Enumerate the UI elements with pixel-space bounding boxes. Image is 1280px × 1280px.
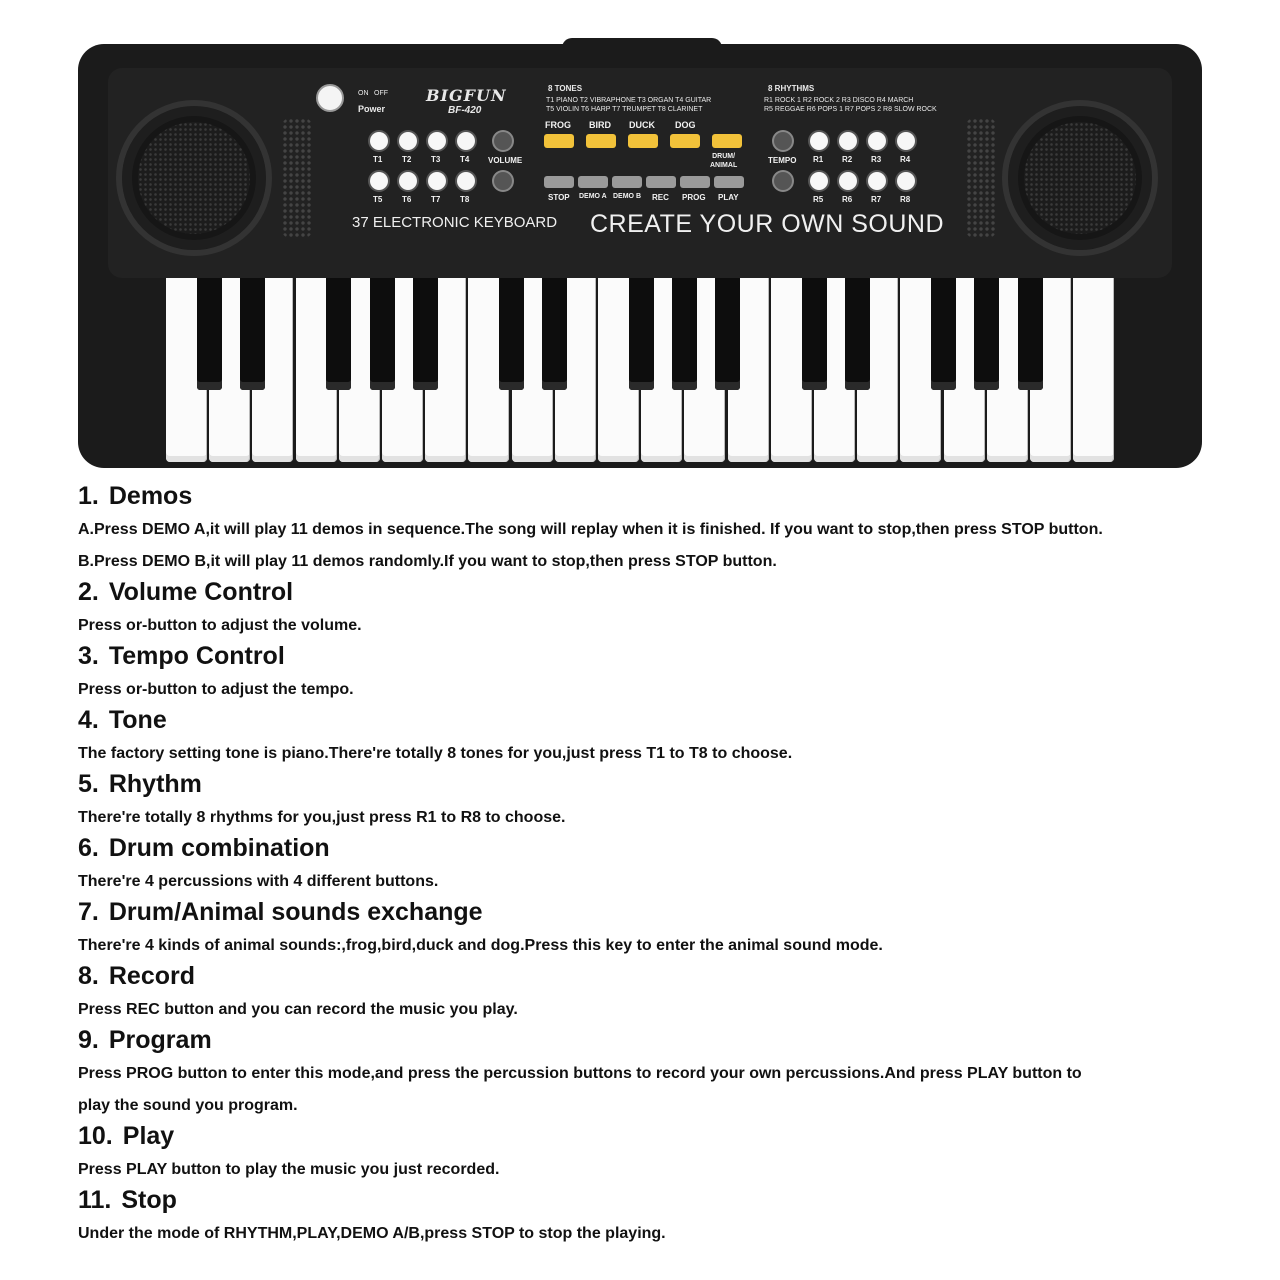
section-rhythm: [78, 770, 565, 834]
section-heading: 8. Record: [78, 962, 195, 990]
black-key[interactable]: [802, 278, 827, 390]
tones-header: 8 TONES: [548, 84, 583, 93]
tone-label-t3: T3: [431, 155, 441, 164]
rhythms-row-2: R5 REGGAE R6 POPS 1 R7 POPS 2 R8 SLOW ROCK: [764, 106, 937, 113]
section-heading: 10. Play: [78, 1122, 175, 1150]
tone-button-t4[interactable]: [457, 132, 475, 150]
volume-up-button[interactable]: [494, 132, 512, 150]
left-speaker-vent: [282, 118, 312, 238]
rec-button[interactable]: [646, 176, 676, 188]
right-speaker: [1002, 100, 1158, 256]
tone-button-t1[interactable]: [370, 132, 388, 150]
rhythm-button-r4[interactable]: [897, 132, 915, 150]
rhythm-label-r1: R1: [813, 155, 824, 164]
rhythm-button-r2[interactable]: [839, 132, 857, 150]
rhythms-header: 8 RHYTHMS: [768, 84, 815, 93]
black-key[interactable]: [240, 278, 265, 390]
off-label: OFF: [374, 90, 388, 97]
rhythms-row-1: R1 ROCK 1 R2 ROCK 2 R3 DISCO R4 MARCH: [764, 97, 914, 104]
tempo-down-button[interactable]: [774, 172, 792, 190]
black-key[interactable]: [672, 278, 697, 390]
section-demos: [78, 482, 1103, 578]
section-text: Press REC button and you can record the music you play.: [78, 1001, 518, 1018]
duck-drum-button[interactable]: [628, 134, 658, 148]
tone-button-t8[interactable]: [457, 172, 475, 190]
frog-drum-button[interactable]: [544, 134, 574, 148]
black-key[interactable]: [499, 278, 524, 390]
rhythm-label-r6: R6: [842, 195, 853, 204]
section-heading: 4. Tone: [78, 706, 167, 734]
tone-label-t8: T8: [460, 195, 470, 204]
section-heading: 2. Volume Control: [78, 578, 294, 606]
rhythm-label-r5: R5: [813, 195, 824, 204]
tempo-up-button[interactable]: [774, 132, 792, 150]
section-text: There're totally 8 rhythms for you,just press R1 to R8 to choose.: [78, 809, 566, 826]
power-button[interactable]: [316, 84, 344, 112]
section-heading: 1. Demos: [78, 482, 193, 510]
animal-label-frog: FROG: [545, 120, 571, 130]
demo-b-label: DEMO B: [613, 193, 641, 200]
rhythm-label-r7: R7: [871, 195, 882, 204]
black-key[interactable]: [197, 278, 222, 390]
rhythm-label-r3: R3: [871, 155, 882, 164]
section-play: [78, 1122, 499, 1186]
section-text: A.Press DEMO A,it will play 11 demos in sequence.The song will replay when it is finished. If you want to stop,then press STOP button.: [78, 521, 1103, 538]
slogan: CREATE YOUR OWN SOUND: [590, 210, 945, 238]
black-key[interactable]: [715, 278, 740, 390]
section-tone: [78, 706, 792, 770]
section-drum-animal-exchange: [78, 898, 883, 962]
volume-label: VOLUME: [488, 156, 523, 165]
prog-label: PROG: [682, 193, 706, 202]
rhythm-button-r6[interactable]: [839, 172, 857, 190]
animal-label-duck: DUCK: [629, 120, 655, 130]
piano-keys: [164, 278, 1116, 464]
tone-button-t2[interactable]: [399, 132, 417, 150]
section-text: play the sound you program.: [78, 1097, 298, 1114]
section-drum-combination: [78, 834, 438, 898]
black-key[interactable]: [931, 278, 956, 390]
section-text: Press or-button to adjust the volume.: [78, 617, 362, 634]
section-heading: 9. Program: [78, 1026, 212, 1054]
tempo-label: TEMPO: [768, 156, 797, 165]
section-heading: 7. Drum/Animal sounds exchange: [78, 898, 483, 926]
section-text: There're 4 percussions with 4 different buttons.: [78, 873, 439, 890]
stop-button[interactable]: [544, 176, 574, 188]
stop-label: STOP: [548, 193, 570, 202]
section-text: Press PROG button to enter this mode,and press the percussion buttons to record your own percussions.And press PLAY button to: [78, 1065, 1082, 1082]
tone-label-t6: T6: [402, 195, 412, 204]
section-text: B.Press DEMO B,it will play 11 demos randomly.If you want to stop,then press STOP button.: [78, 553, 777, 570]
animal-label-bird: BIRD: [589, 120, 611, 130]
prog-button[interactable]: [680, 176, 710, 188]
tone-button-t6[interactable]: [399, 172, 417, 190]
section-text: Under the mode of RHYTHM,PLAY,DEMO A/B,press STOP to stop the playing.: [78, 1225, 666, 1242]
demo-a-label: DEMO A: [579, 193, 607, 200]
tone-label-t1: T1: [373, 155, 383, 164]
animal-label-dog: DOG: [675, 120, 696, 130]
drum-animal-switch-button[interactable]: [712, 134, 742, 148]
section-heading: 5. Rhythm: [78, 770, 202, 798]
keys-count-label: 37 ELECTRONIC KEYBOARD: [352, 214, 558, 231]
section-text: Press PLAY button to play the music you just recorded.: [78, 1161, 500, 1178]
model-number: BF-420: [448, 105, 482, 116]
black-key[interactable]: [326, 278, 351, 390]
tone-label-t7: T7: [431, 195, 441, 204]
black-key[interactable]: [629, 278, 654, 390]
rhythm-label-r8: R8: [900, 195, 911, 204]
section-text: The factory setting tone is piano.There're totally 8 tones for you,just press T1 to T8 to choose.: [78, 745, 793, 762]
tone-button-t5[interactable]: [370, 172, 388, 190]
section-heading: 6. Drum combination: [78, 834, 330, 862]
tone-button-t7[interactable]: [428, 172, 446, 190]
volume-down-button[interactable]: [494, 172, 512, 190]
bird-drum-button[interactable]: [586, 134, 616, 148]
rhythm-button-r5[interactable]: [810, 172, 828, 190]
demo-a-button[interactable]: [578, 176, 608, 188]
section-program: [78, 1026, 1082, 1122]
on-label: ON: [358, 90, 369, 97]
section-heading: 11. Stop: [78, 1186, 177, 1214]
left-speaker: [116, 100, 272, 256]
rhythm-label-r2: R2: [842, 155, 853, 164]
tone-button-t3[interactable]: [428, 132, 446, 150]
rhythm-button-r3[interactable]: [868, 132, 886, 150]
tones-row-1: T1 PIANO T2 VIBRAPHONE T3 ORGAN T4 GUITAR: [546, 97, 712, 104]
tone-label-t2: T2: [402, 155, 412, 164]
section-stop: [78, 1186, 666, 1250]
rhythm-button-r8[interactable]: [897, 172, 915, 190]
rhythm-label-r4: R4: [900, 155, 911, 164]
power-label: Power: [358, 104, 386, 114]
drum-animal-label: DRUM/ ANIMAL: [710, 153, 738, 169]
black-key[interactable]: [1018, 278, 1043, 390]
rec-label: REC: [652, 193, 669, 202]
rhythm-button-r7[interactable]: [868, 172, 886, 190]
black-key[interactable]: [974, 278, 999, 390]
tones-row-2: T5 VIOLIN T6 HARP T7 TRUMPET T8 CLARINET: [546, 106, 703, 113]
section-heading: 3. Tempo Control: [78, 642, 285, 670]
play-label: PLAY: [718, 193, 739, 202]
tone-label-t5: T5: [373, 195, 383, 204]
black-key[interactable]: [413, 278, 438, 390]
black-key[interactable]: [542, 278, 567, 390]
brand-logo: BIGFUN: [426, 86, 507, 105]
white-key[interactable]: [1073, 278, 1114, 462]
demo-b-button[interactable]: [612, 176, 642, 188]
keyboard-illustration: [78, 38, 1202, 468]
right-speaker-vent: [966, 118, 996, 238]
rhythm-button-r1[interactable]: [810, 132, 828, 150]
black-key[interactable]: [845, 278, 870, 390]
dog-drum-button[interactable]: [670, 134, 700, 148]
black-key[interactable]: [370, 278, 395, 390]
section-record: [78, 962, 518, 1026]
tone-label-t4: T4: [460, 155, 470, 164]
play-button[interactable]: [714, 176, 744, 188]
section-text: Press or-button to adjust the tempo.: [78, 681, 354, 698]
section-volume-control: [78, 578, 362, 642]
section-text: There're 4 kinds of animal sounds:,frog,bird,duck and dog.Press this key to enter the animal sound mode.: [78, 937, 883, 954]
section-tempo-control: [78, 642, 354, 706]
